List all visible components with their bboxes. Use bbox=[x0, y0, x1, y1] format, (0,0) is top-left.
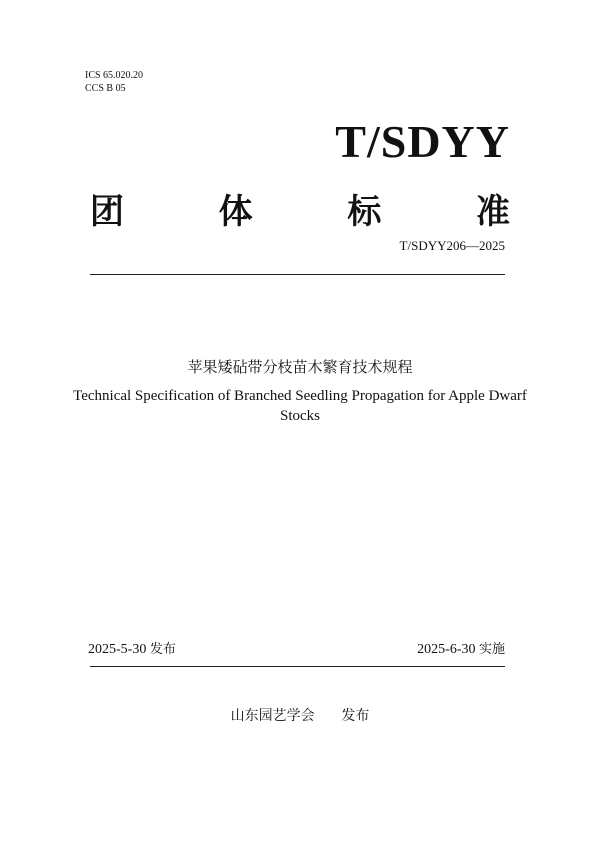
standard-type-char: 准 bbox=[475, 191, 510, 232]
standard-type-char: 团 bbox=[90, 191, 124, 232]
top-divider bbox=[90, 274, 505, 275]
standard-number: T/SDYY206—2025 bbox=[399, 238, 505, 253]
title-chinese: 苹果矮砧带分枝苗木繁育技术规程 bbox=[187, 358, 413, 376]
standard-prefix-logo: T/SDYY bbox=[335, 116, 510, 167]
implement-date-line bbox=[417, 638, 505, 658]
issue-date: 2025-5-30 bbox=[88, 642, 147, 657]
issue-label: 发布 bbox=[149, 642, 176, 657]
standard-type-char: 标 bbox=[347, 191, 382, 232]
bottom-divider bbox=[90, 666, 505, 667]
standard-type-heading bbox=[90, 186, 510, 230]
implement-date: 2025-6-30 bbox=[417, 642, 476, 657]
title-english: Technical Specification of Branched Seedling Propagation for Apple Dwarf Stocks bbox=[73, 388, 527, 424]
publisher-name: 山东园艺学会 bbox=[230, 708, 315, 724]
standard-type-char: 体 bbox=[218, 191, 253, 232]
issue-date-line bbox=[88, 638, 176, 658]
publisher-line bbox=[0, 705, 600, 725]
implement-label: 实施 bbox=[478, 642, 505, 657]
ics-code: ICS 65.020.20 bbox=[85, 70, 144, 81]
ccs-code: CCS B 05 bbox=[85, 83, 126, 94]
publisher-label: 发布 bbox=[341, 708, 370, 724]
